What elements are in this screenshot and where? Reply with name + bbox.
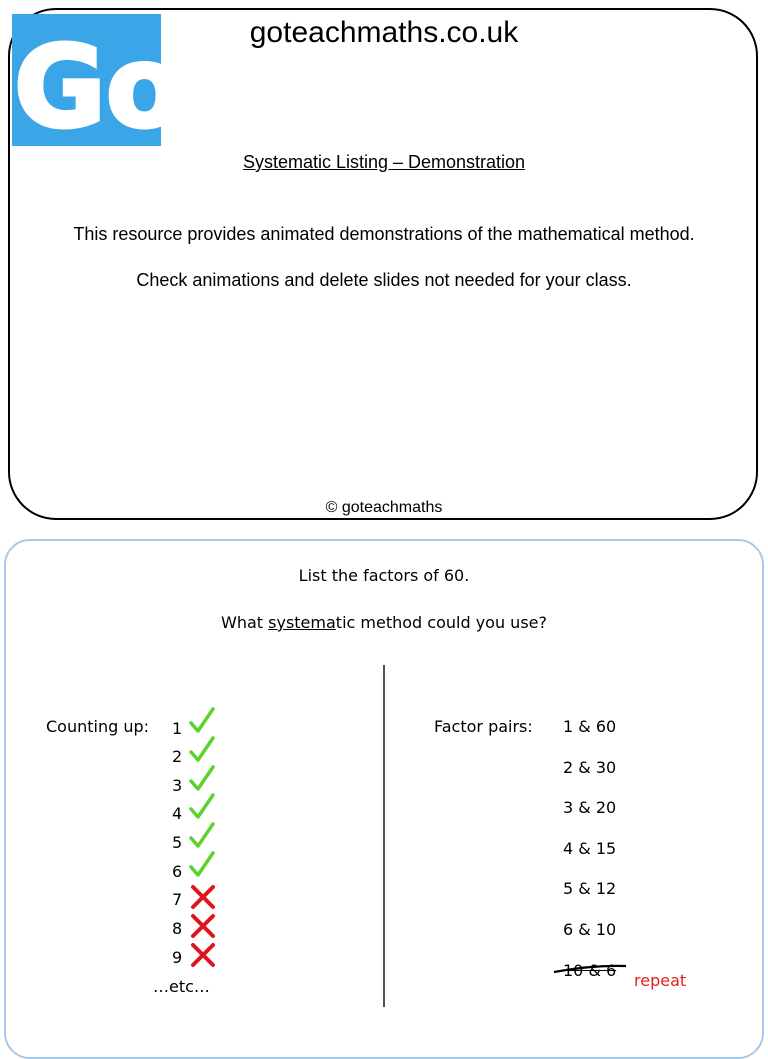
tick-icon (188, 791, 216, 821)
tick-icon (188, 763, 216, 793)
count-number: 7 (172, 890, 183, 909)
description-line-2: Check animations and delete slides not needed for your class. (136, 270, 632, 290)
column-divider (383, 665, 385, 1007)
cross-icon (190, 884, 216, 910)
site-title: goteachmaths.co.uk (249, 16, 519, 49)
slide-heading: Systematic Listing – Demonstration (242, 152, 526, 172)
repeat-label: repeat (634, 971, 687, 990)
factor-pair: 5 & 12 (563, 879, 617, 898)
description-line-1: This resource provides animated demonstrations of the mathematical method. (73, 224, 695, 244)
tick-icon (188, 820, 216, 850)
counting-up-label: Counting up: (46, 717, 150, 736)
count-number: 9 (172, 948, 183, 967)
underlined-word: systema (268, 613, 336, 632)
count-number: 1 (172, 719, 183, 738)
factor-pair: 4 & 15 (563, 839, 617, 858)
factor-pairs-label: Factor pairs: (434, 717, 533, 736)
question-factors: List the factors of 60. (298, 566, 470, 585)
cross-icon (190, 942, 216, 968)
factor-pair: 3 & 20 (563, 798, 617, 817)
svg-text:Go!: Go! (14, 23, 234, 153)
factor-pair: 2 & 30 (563, 758, 617, 777)
count-number: 2 (172, 747, 183, 766)
tick-icon (188, 705, 216, 735)
count-number: 8 (172, 919, 183, 938)
count-number: 3 (172, 776, 183, 795)
factor-pair: 6 & 10 (563, 920, 617, 939)
tick-icon (188, 849, 216, 879)
factor-pair-struck: 10 & 6 (563, 961, 617, 980)
copyright: © goteachmaths (325, 499, 443, 516)
count-number: 6 (172, 862, 183, 881)
factor-pair: 1 & 60 (563, 717, 617, 736)
count-number: 5 (172, 833, 183, 852)
tick-icon (188, 734, 216, 764)
etc-text: …etc… (153, 977, 210, 996)
count-number: 4 (172, 804, 183, 823)
cross-icon (190, 913, 216, 939)
question-method: What systematic method could you use? (221, 613, 547, 632)
strike-line (552, 962, 630, 976)
